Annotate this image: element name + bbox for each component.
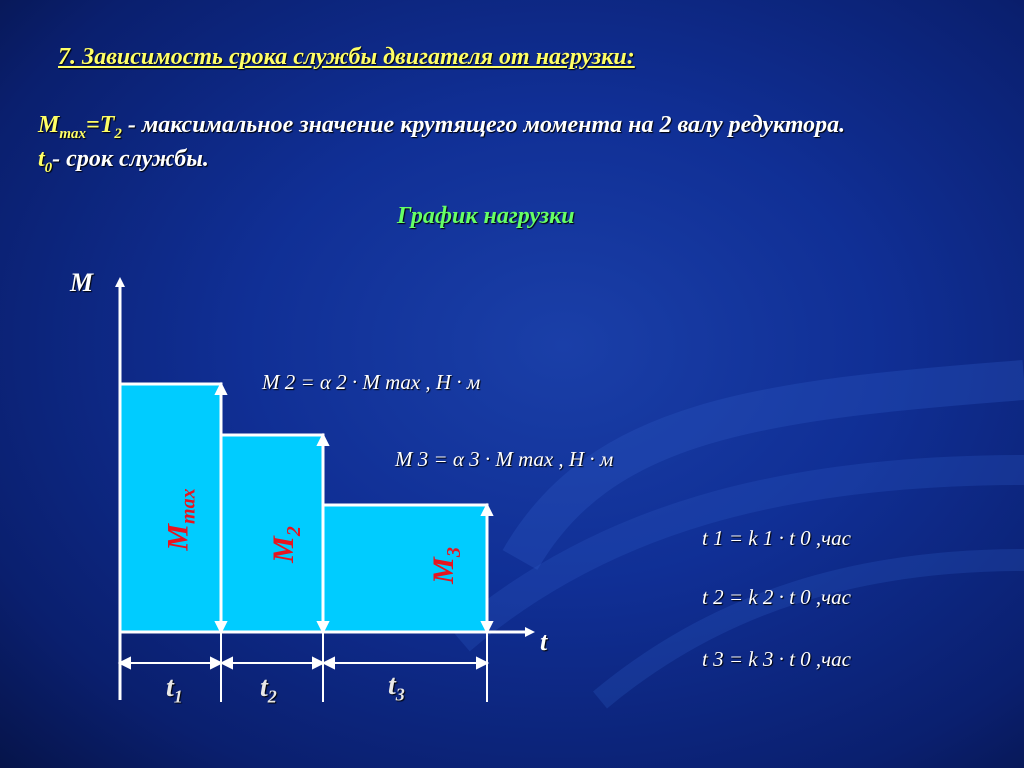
mmax-equals: =T [86,112,115,138]
bar-label-mmax: $M_{max}$ [161,488,200,551]
time-label-t2: $t_2$ [260,672,277,707]
mmax-description: - максимальное значение крутящего момента на 2 валу редуктора. [121,112,846,138]
mmax-symbol-sub: max [59,125,87,142]
formula-m3: M 3 = α 3 · M max , Н · м [395,447,614,471]
time-label-t1: $t_1$ [166,672,183,707]
mmax-equals-sub: 2 [114,125,122,142]
bar-label-m3: $M_3$ [426,547,465,584]
t0-symbol-sub: 0 [44,159,53,176]
bar-label-m2: $M_2$ [266,526,305,563]
slide-heading: 7. Зависимость срока службы двигателя от нагрузки: [58,44,635,70]
x-axis-label: t [540,627,548,656]
chart-title: График нагрузки [397,203,575,229]
formula-t2: t 2 = k 2 · t 0 ,час [702,585,851,609]
y-axis-label: M [70,268,94,297]
t0-symbol: t [38,146,45,172]
formula-t1: t 1 = k 1 · t 0 ,час [702,526,851,550]
time-label-t3: $t_3$ [388,670,405,705]
mmax-symbol: M [38,112,60,138]
t0-description: - срок службы. [52,146,209,172]
formula-t3: t 3 = k 3 · t 0 ,час [702,647,851,671]
formula-m2: M 2 = α 2 · M max , Н · м [262,370,481,394]
